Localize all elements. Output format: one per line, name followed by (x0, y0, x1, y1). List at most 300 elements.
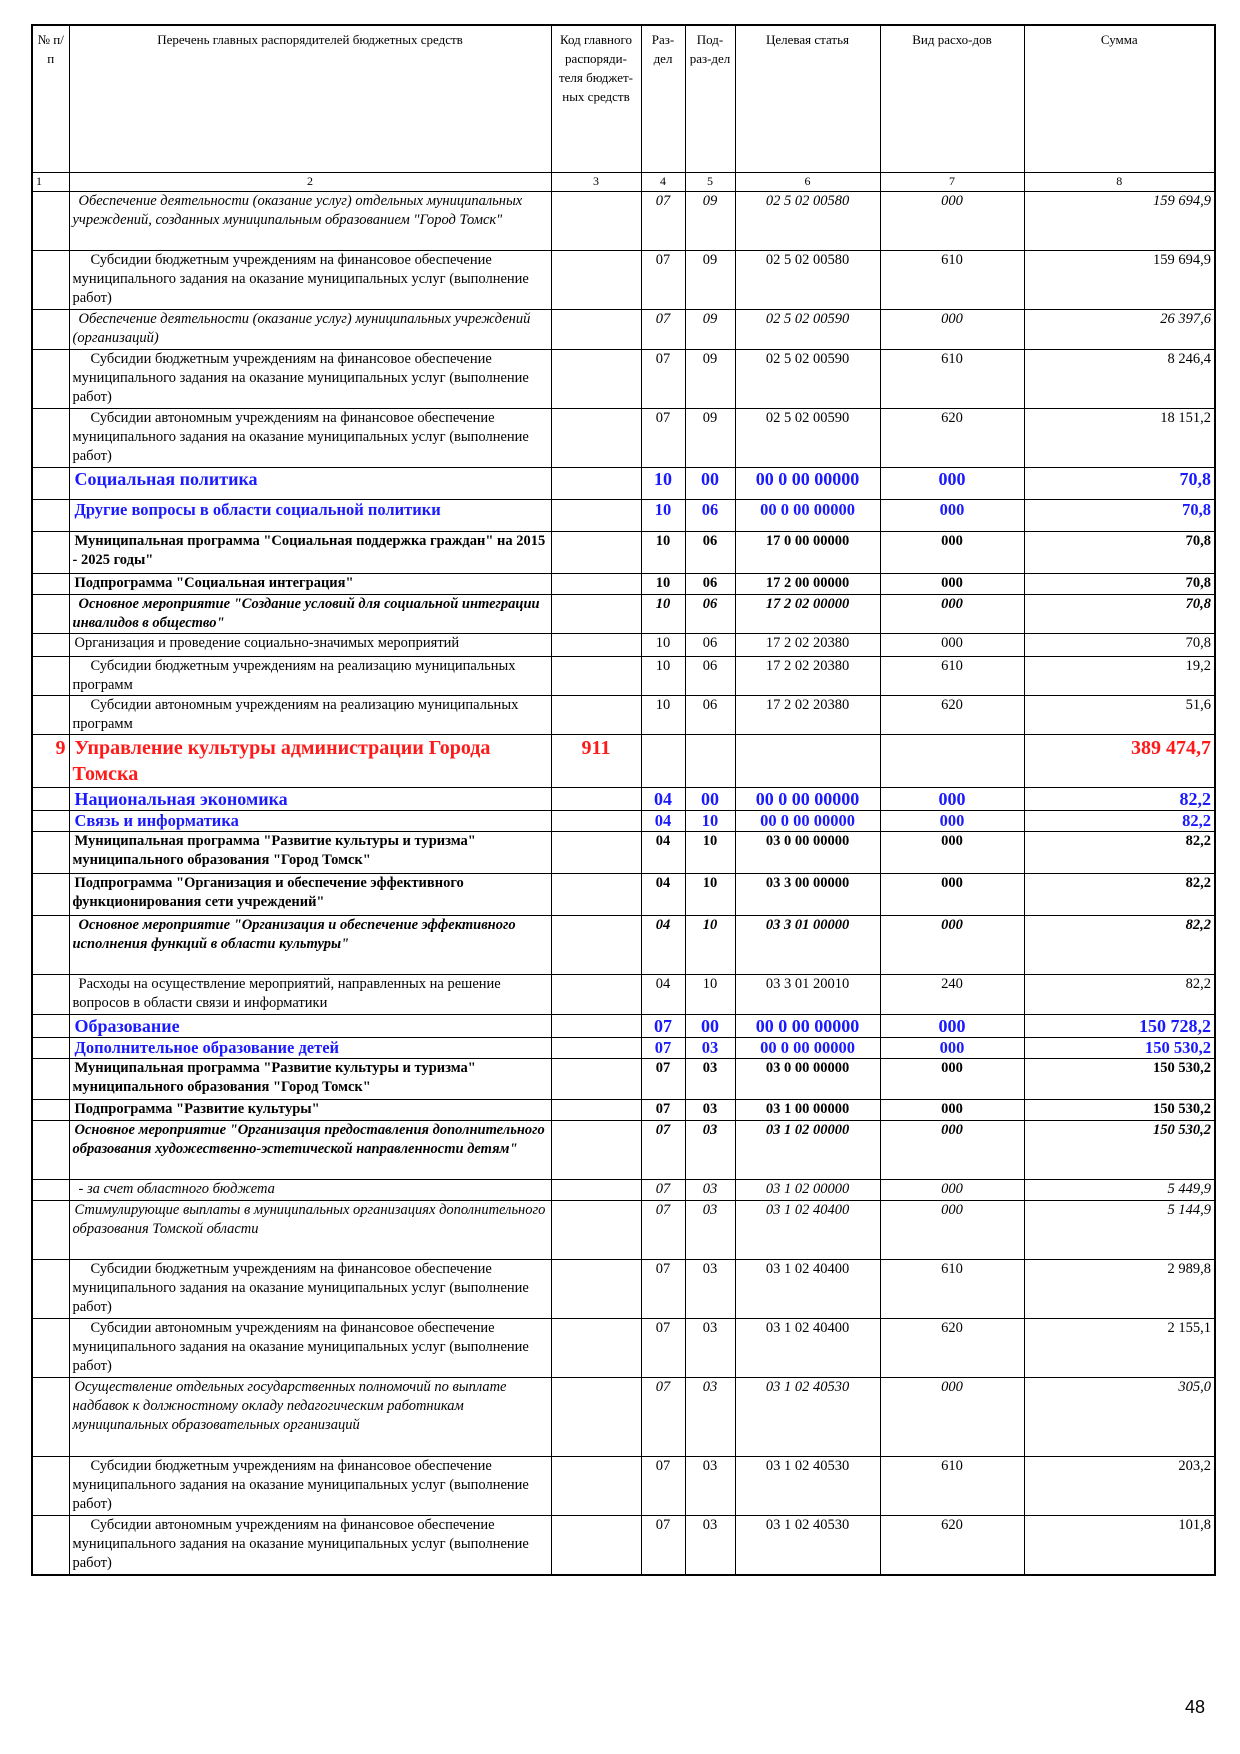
table-row (32, 1319, 1215, 1378)
row-podrazdel: 03 (685, 1180, 735, 1201)
row-number (32, 409, 69, 468)
row-name: Субсидии автономным учреждениям на финансовое обеспечение муниципального задания на оказание муниципальных услуг (выполнение работ) (69, 1516, 551, 1576)
row-expense-type: 000 (880, 1121, 1024, 1180)
row-expense-type: 000 (880, 832, 1024, 874)
row-name: Субсидии бюджетным учреждениям на финансовое обеспечение муниципального задания на оказание муниципальных услуг (выполнение работ) (69, 251, 551, 310)
budget-table (31, 24, 1216, 1576)
row-podrazdel: 09 (685, 350, 735, 409)
row-name: Стимулирующие выплаты в муниципальных организациях дополнительного образования Томской области (69, 1201, 551, 1260)
row-target-article: 02 5 02 00590 (735, 350, 880, 409)
row-podrazdel: 10 (685, 916, 735, 975)
page-number: 48 (1185, 1697, 1206, 1717)
row-number (32, 595, 69, 634)
row-podrazdel: 03 (685, 1201, 735, 1260)
column-number: 3 (551, 173, 641, 192)
row-podrazdel: 03 (685, 1457, 735, 1516)
row-number (32, 634, 69, 657)
row-name: Обеспечение деятельности (оказание услуг) муниципальных учреждений (организаций) (69, 310, 551, 350)
row-name: Муниципальная программа "Развитие культуры и туризма" муниципального образования "Город Томск" (69, 1059, 551, 1100)
row-manager-code (551, 1457, 641, 1516)
row-podrazdel: 06 (685, 500, 735, 532)
row-sum: 70,8 (1024, 500, 1215, 532)
row-podrazdel: 03 (685, 1059, 735, 1100)
table-row (32, 1201, 1215, 1260)
header-podrazdel: Под-раз-дел (685, 25, 735, 173)
table-row (32, 811, 1215, 832)
row-target-article: 00 0 00 00000 (735, 500, 880, 532)
row-number: 9 (32, 735, 69, 788)
row-expense-type: 610 (880, 350, 1024, 409)
row-target-article: 03 1 00 00000 (735, 1100, 880, 1121)
row-target-article: 03 0 00 00000 (735, 832, 880, 874)
row-manager-code (551, 574, 641, 595)
row-target-article: 03 1 02 40400 (735, 1260, 880, 1319)
row-name: - за счет областного бюджета (69, 1180, 551, 1201)
row-sum: 70,8 (1024, 574, 1215, 595)
table-row (32, 975, 1215, 1015)
row-name: Основное мероприятие "Организация и обеспечение эффективного исполнения функций в области культуры" (69, 916, 551, 975)
column-number: 1 (32, 173, 69, 192)
header-name: Перечень главных распорядителей бюджетных средств (69, 25, 551, 173)
row-sum: 150 530,2 (1024, 1100, 1215, 1121)
row-number (32, 1059, 69, 1100)
table-row (32, 1260, 1215, 1319)
row-razdel: 04 (641, 975, 685, 1015)
row-name: Связь и информатика (69, 811, 551, 832)
row-manager-code (551, 975, 641, 1015)
row-number (32, 1015, 69, 1038)
row-name: Субсидии автономным учреждениям на финансовое обеспечение муниципального задания на оказание муниципальных услуг (выполнение работ) (69, 1319, 551, 1378)
row-manager-code (551, 1260, 641, 1319)
row-name: Субсидии бюджетным учреждениям на финансовое обеспечение муниципального задания на оказание муниципальных услуг (выполнение работ) (69, 1260, 551, 1319)
row-number (32, 468, 69, 500)
row-target-article: 17 2 02 20380 (735, 696, 880, 735)
row-target-article: 17 2 02 20380 (735, 657, 880, 696)
table-row (32, 350, 1215, 409)
table-row (32, 1457, 1215, 1516)
row-sum: 150 530,2 (1024, 1038, 1215, 1059)
row-number (32, 916, 69, 975)
row-target-article (735, 735, 880, 788)
row-target-article: 17 0 00 00000 (735, 532, 880, 574)
row-number (32, 874, 69, 916)
row-name: Обеспечение деятельности (оказание услуг) отдельных муниципальных учреждений, созданных муниципальным образованием "Город Томск" (69, 192, 551, 251)
row-expense-type: 620 (880, 696, 1024, 735)
row-name: Субсидии бюджетным учреждениям на финансовое обеспечение муниципального задания на оказание муниципальных услуг (выполнение работ) (69, 350, 551, 409)
row-manager-code (551, 1100, 641, 1121)
row-name: Национальная экономика (69, 788, 551, 811)
row-number (32, 1121, 69, 1180)
row-manager-code (551, 1319, 641, 1378)
row-podrazdel: 10 (685, 832, 735, 874)
row-name: Муниципальная программа "Развитие культуры и туризма" муниципального образования "Город Томск" (69, 832, 551, 874)
row-name: Подпрограмма "Организация и обеспечение эффективного функционирования сети учреждений" (69, 874, 551, 916)
row-manager-code (551, 1378, 641, 1457)
row-razdel: 10 (641, 532, 685, 574)
row-podrazdel: 03 (685, 1100, 735, 1121)
row-expense-type: 610 (880, 251, 1024, 310)
row-target-article: 03 1 02 00000 (735, 1121, 880, 1180)
row-manager-code (551, 874, 641, 916)
row-number (32, 1180, 69, 1201)
row-expense-type (880, 735, 1024, 788)
row-razdel: 04 (641, 916, 685, 975)
row-number (32, 1038, 69, 1059)
table-row (32, 1121, 1215, 1180)
row-manager-code (551, 1516, 641, 1576)
column-number: 4 (641, 173, 685, 192)
row-name: Другие вопросы в области социальной политики (69, 500, 551, 532)
row-number (32, 1100, 69, 1121)
row-target-article: 00 0 00 00000 (735, 468, 880, 500)
row-name: Расходы на осуществление мероприятий, направленных на решение вопросов в области связи и информатики (69, 975, 551, 1015)
row-razdel: 07 (641, 251, 685, 310)
table-row (32, 788, 1215, 811)
row-podrazdel: 06 (685, 657, 735, 696)
row-manager-code (551, 1180, 641, 1201)
column-number: 5 (685, 173, 735, 192)
row-sum: 150 530,2 (1024, 1121, 1215, 1180)
row-expense-type: 000 (880, 811, 1024, 832)
row-expense-type: 240 (880, 975, 1024, 1015)
row-razdel: 10 (641, 657, 685, 696)
row-razdel: 07 (641, 1100, 685, 1121)
row-manager-code (551, 500, 641, 532)
table-row (32, 468, 1215, 500)
row-target-article: 17 2 02 20380 (735, 634, 880, 657)
row-expense-type: 000 (880, 788, 1024, 811)
row-number (32, 1260, 69, 1319)
table-row (32, 1038, 1215, 1059)
row-manager-code (551, 916, 641, 975)
row-podrazdel: 09 (685, 251, 735, 310)
row-target-article: 03 1 02 00000 (735, 1180, 880, 1201)
row-podrazdel: 10 (685, 811, 735, 832)
row-sum: 389 474,7 (1024, 735, 1215, 788)
row-podrazdel: 03 (685, 1516, 735, 1576)
table-row (32, 595, 1215, 634)
row-razdel (641, 735, 685, 788)
table-row (32, 874, 1215, 916)
row-razdel: 04 (641, 811, 685, 832)
row-number (32, 832, 69, 874)
row-name: Субсидии бюджетным учреждениям на реализацию муниципальных программ (69, 657, 551, 696)
row-manager-code (551, 350, 641, 409)
row-name: Подпрограмма "Социальная интеграция" (69, 574, 551, 595)
header-code: Код главного распоряди-теля бюджет-ных средств (551, 25, 641, 173)
row-expense-type: 000 (880, 1015, 1024, 1038)
row-sum: 305,0 (1024, 1378, 1215, 1457)
row-podrazdel: 06 (685, 574, 735, 595)
header-sum: Сумма (1024, 25, 1215, 173)
row-expense-type: 000 (880, 634, 1024, 657)
row-name: Социальная политика (69, 468, 551, 500)
row-name: Подпрограмма "Развитие культуры" (69, 1100, 551, 1121)
row-number (32, 350, 69, 409)
row-podrazdel: 03 (685, 1319, 735, 1378)
row-razdel: 10 (641, 595, 685, 634)
row-target-article: 00 0 00 00000 (735, 811, 880, 832)
row-number (32, 532, 69, 574)
header-expense-type: Вид расхо-дов (880, 25, 1024, 173)
row-razdel: 07 (641, 1516, 685, 1576)
table-row (32, 192, 1215, 251)
table-row (32, 310, 1215, 350)
row-target-article: 02 5 02 00580 (735, 192, 880, 251)
row-name: Субсидии бюджетным учреждениям на финансовое обеспечение муниципального задания на оказание муниципальных услуг (выполнение работ) (69, 1457, 551, 1516)
row-number (32, 1378, 69, 1457)
row-target-article: 02 5 02 00580 (735, 251, 880, 310)
row-number (32, 1457, 69, 1516)
table-row (32, 1378, 1215, 1457)
row-expense-type: 000 (880, 1201, 1024, 1260)
row-number (32, 192, 69, 251)
row-target-article: 03 0 00 00000 (735, 1059, 880, 1100)
row-manager-code (551, 832, 641, 874)
row-sum: 82,2 (1024, 975, 1215, 1015)
row-manager-code (551, 532, 641, 574)
table-row (32, 832, 1215, 874)
row-sum: 82,2 (1024, 811, 1215, 832)
row-sum: 70,8 (1024, 595, 1215, 634)
row-name: Субсидии автономным учреждениям на финансовое обеспечение муниципального задания на оказание муниципальных услуг (выполнение работ) (69, 409, 551, 468)
row-manager-code (551, 811, 641, 832)
row-number (32, 1516, 69, 1576)
row-razdel: 10 (641, 634, 685, 657)
row-sum: 70,8 (1024, 468, 1215, 500)
row-sum: 18 151,2 (1024, 409, 1215, 468)
row-expense-type: 000 (880, 468, 1024, 500)
row-manager-code: 911 (551, 735, 641, 788)
row-expense-type: 610 (880, 1457, 1024, 1516)
table-row (32, 251, 1215, 310)
row-target-article: 17 2 00 00000 (735, 574, 880, 595)
table-row (32, 532, 1215, 574)
column-number: 7 (880, 173, 1024, 192)
row-expense-type: 000 (880, 192, 1024, 251)
row-number (32, 500, 69, 532)
row-number (32, 788, 69, 811)
row-number (32, 975, 69, 1015)
row-expense-type: 000 (880, 1180, 1024, 1201)
row-razdel: 07 (641, 1457, 685, 1516)
row-podrazdel: 03 (685, 1121, 735, 1180)
row-podrazdel: 00 (685, 788, 735, 811)
row-razdel: 07 (641, 1319, 685, 1378)
row-expense-type: 000 (880, 916, 1024, 975)
row-podrazdel: 03 (685, 1260, 735, 1319)
row-number (32, 1201, 69, 1260)
row-sum: 2 155,1 (1024, 1319, 1215, 1378)
row-sum: 5 449,9 (1024, 1180, 1215, 1201)
row-manager-code (551, 657, 641, 696)
row-name: Дополнительное образование детей (69, 1038, 551, 1059)
row-manager-code (551, 696, 641, 735)
row-manager-code (551, 1121, 641, 1180)
row-sum: 82,2 (1024, 788, 1215, 811)
header-row (32, 25, 1215, 173)
row-target-article: 02 5 02 00590 (735, 409, 880, 468)
row-target-article: 03 1 02 40530 (735, 1457, 880, 1516)
row-number (32, 657, 69, 696)
table-row (32, 1059, 1215, 1100)
row-podrazdel: 06 (685, 696, 735, 735)
row-expense-type: 610 (880, 657, 1024, 696)
row-manager-code (551, 595, 641, 634)
row-podrazdel: 09 (685, 310, 735, 350)
row-target-article: 03 3 01 00000 (735, 916, 880, 975)
row-target-article: 03 1 02 40400 (735, 1201, 880, 1260)
row-expense-type: 000 (880, 310, 1024, 350)
row-razdel: 07 (641, 1121, 685, 1180)
row-sum: 2 989,8 (1024, 1260, 1215, 1319)
row-expense-type: 000 (880, 1059, 1024, 1100)
row-manager-code (551, 1201, 641, 1260)
column-number: 2 (69, 173, 551, 192)
header-num: № п/п (32, 25, 69, 173)
row-podrazdel: 06 (685, 634, 735, 657)
row-sum: 26 397,6 (1024, 310, 1215, 350)
table-row (32, 500, 1215, 532)
row-expense-type: 610 (880, 1260, 1024, 1319)
row-razdel: 07 (641, 350, 685, 409)
row-podrazdel (685, 735, 735, 788)
row-expense-type: 000 (880, 1378, 1024, 1457)
row-target-article: 02 5 02 00590 (735, 310, 880, 350)
row-manager-code (551, 1015, 641, 1038)
row-sum: 51,6 (1024, 696, 1215, 735)
row-podrazdel: 06 (685, 532, 735, 574)
row-target-article: 17 2 02 00000 (735, 595, 880, 634)
row-razdel: 07 (641, 1260, 685, 1319)
row-sum: 150 728,2 (1024, 1015, 1215, 1038)
row-manager-code (551, 310, 641, 350)
row-podrazdel: 03 (685, 1038, 735, 1059)
row-target-article: 03 3 01 20010 (735, 975, 880, 1015)
row-sum: 82,2 (1024, 874, 1215, 916)
row-target-article: 03 3 00 00000 (735, 874, 880, 916)
header-razdel: Раз-дел (641, 25, 685, 173)
row-expense-type: 000 (880, 1038, 1024, 1059)
row-sum: 5 144,9 (1024, 1201, 1215, 1260)
row-razdel: 07 (641, 1059, 685, 1100)
row-name: Управление культуры администрации Города Томска (69, 735, 551, 788)
row-target-article: 00 0 00 00000 (735, 1038, 880, 1059)
row-razdel: 04 (641, 832, 685, 874)
row-razdel: 10 (641, 696, 685, 735)
row-sum: 70,8 (1024, 532, 1215, 574)
row-number (32, 811, 69, 832)
row-podrazdel: 10 (685, 874, 735, 916)
row-number (32, 696, 69, 735)
column-number: 6 (735, 173, 880, 192)
row-manager-code (551, 1038, 641, 1059)
row-target-article: 03 1 02 40530 (735, 1516, 880, 1576)
row-manager-code (551, 634, 641, 657)
row-target-article: 03 1 02 40400 (735, 1319, 880, 1378)
column-number: 8 (1024, 173, 1215, 192)
row-razdel: 10 (641, 468, 685, 500)
row-expense-type: 620 (880, 1516, 1024, 1576)
table-row (32, 735, 1215, 788)
row-name: Образование (69, 1015, 551, 1038)
row-razdel: 07 (641, 1180, 685, 1201)
row-target-article: 00 0 00 00000 (735, 1015, 880, 1038)
row-name: Организация и проведение социально-значимых мероприятий (69, 634, 551, 657)
table-row (32, 916, 1215, 975)
row-manager-code (551, 1059, 641, 1100)
row-number (32, 1319, 69, 1378)
table-row (32, 1100, 1215, 1121)
row-podrazdel: 06 (685, 595, 735, 634)
row-razdel: 04 (641, 874, 685, 916)
table-row (32, 1516, 1215, 1576)
row-razdel: 10 (641, 574, 685, 595)
row-sum: 8 246,4 (1024, 350, 1215, 409)
row-podrazdel: 00 (685, 468, 735, 500)
table-row (32, 634, 1215, 657)
row-razdel: 07 (641, 1015, 685, 1038)
row-razdel: 07 (641, 192, 685, 251)
row-razdel: 07 (641, 1378, 685, 1457)
row-sum: 70,8 (1024, 634, 1215, 657)
row-name: Муниципальная программа "Социальная поддержка граждан" на 2015 - 2025 годы" (69, 532, 551, 574)
row-expense-type: 000 (880, 595, 1024, 634)
table-row (32, 409, 1215, 468)
table-row (32, 657, 1215, 696)
row-sum: 203,2 (1024, 1457, 1215, 1516)
row-podrazdel: 09 (685, 192, 735, 251)
row-razdel: 07 (641, 409, 685, 468)
row-target-article: 03 1 02 40530 (735, 1378, 880, 1457)
row-podrazdel: 09 (685, 409, 735, 468)
header-target: Целевая статья (735, 25, 880, 173)
row-sum: 159 694,9 (1024, 251, 1215, 310)
table-row (32, 1180, 1215, 1201)
row-number (32, 251, 69, 310)
row-name: Субсидии автономным учреждениям на реализацию муниципальных программ (69, 696, 551, 735)
row-expense-type: 620 (880, 409, 1024, 468)
table-row (32, 696, 1215, 735)
row-manager-code (551, 251, 641, 310)
row-podrazdel: 00 (685, 1015, 735, 1038)
row-sum: 19,2 (1024, 657, 1215, 696)
row-expense-type: 000 (880, 1100, 1024, 1121)
column-number-row (32, 173, 1215, 192)
row-podrazdel: 10 (685, 975, 735, 1015)
row-target-article: 00 0 00 00000 (735, 788, 880, 811)
row-sum: 150 530,2 (1024, 1059, 1215, 1100)
table-row (32, 574, 1215, 595)
row-razdel: 07 (641, 1038, 685, 1059)
row-expense-type: 000 (880, 874, 1024, 916)
row-razdel: 07 (641, 310, 685, 350)
row-expense-type: 000 (880, 574, 1024, 595)
row-expense-type: 000 (880, 532, 1024, 574)
row-sum: 159 694,9 (1024, 192, 1215, 251)
row-sum: 82,2 (1024, 832, 1215, 874)
table-row (32, 1015, 1215, 1038)
row-razdel: 10 (641, 500, 685, 532)
row-number (32, 310, 69, 350)
row-manager-code (551, 788, 641, 811)
row-razdel: 04 (641, 788, 685, 811)
row-sum: 101,8 (1024, 1516, 1215, 1576)
row-expense-type: 620 (880, 1319, 1024, 1378)
row-name: Основное мероприятие "Организация предоставления дополнительного образования художественно-эстетической направленности детям" (69, 1121, 551, 1180)
row-name: Осуществление отдельных государственных полномочий по выплате надбавок к должностному окладу педагогическим работникам муниципальных образовательных организаций (69, 1378, 551, 1457)
row-manager-code (551, 409, 641, 468)
